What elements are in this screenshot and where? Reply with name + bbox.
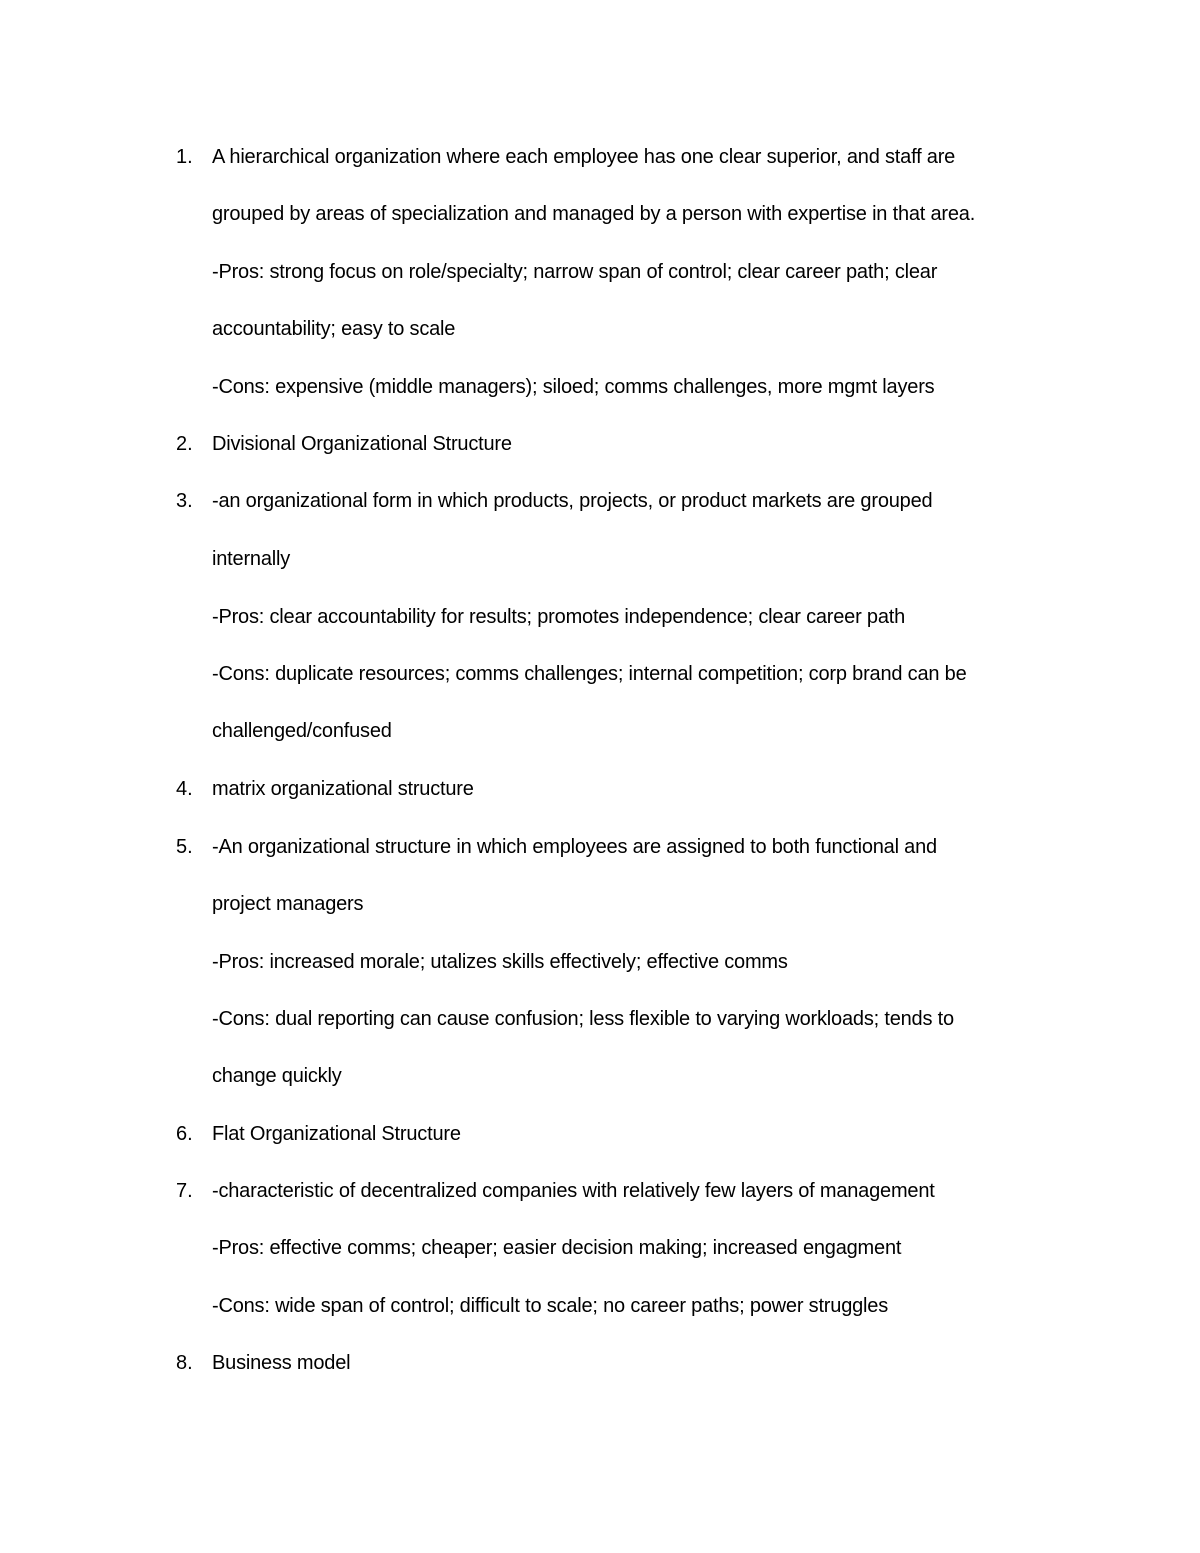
- list-item-text: change quickly: [212, 1065, 342, 1087]
- list-item-text: -characteristic of decentralized companies with relatively few layers of management: [212, 1180, 935, 1202]
- list-item-text: challenged/confused: [212, 720, 392, 742]
- list-number: 3.: [176, 490, 193, 512]
- list-item-text: -Pros: strong focus on role/specialty; narrow span of control; clear career path; clear: [212, 261, 938, 283]
- list-item-text: -Cons: wide span of control; difficult to scale; no career paths; power struggles: [212, 1295, 889, 1317]
- list-item-text: -Pros: increased morale; utalizes skills effectively; effective comms: [212, 951, 788, 973]
- list-item-text: Flat Organizational Structure: [212, 1123, 461, 1145]
- list-item-text: internally: [212, 548, 291, 570]
- list-item-text: project managers: [212, 893, 364, 915]
- list-item-text: matrix organizational structure: [212, 778, 474, 800]
- list-number: 8.: [176, 1352, 193, 1374]
- list-item-text: A hierarchical organization where each employee has one clear superior, and staff are: [212, 146, 956, 168]
- list-item-text: -An organizational structure in which employees are assigned to both functional and: [212, 836, 937, 858]
- list-item-text: -Cons: expensive (middle managers); siloed; comms challenges, more mgmt layers: [212, 376, 935, 398]
- list-item-text: -Pros: clear accountability for results; promotes independence; clear career path: [212, 606, 906, 628]
- list-number: 6.: [176, 1123, 193, 1145]
- list-item-text: -Cons: dual reporting can cause confusion; less flexible to varying workloads; tends to: [212, 1008, 954, 1030]
- list-item-text: -an organizational form in which products, projects, or product markets are grouped: [212, 490, 933, 512]
- list-number: 4.: [176, 778, 193, 800]
- list-number: 2.: [176, 433, 193, 455]
- list-item-text: Divisional Organizational Structure: [212, 433, 512, 455]
- list-number: 1.: [176, 146, 193, 168]
- list-number: 5.: [176, 836, 193, 858]
- list-item-text: Business model: [212, 1352, 351, 1374]
- list-item-text: -Pros: effective comms; cheaper; easier decision making; increased engagment: [212, 1237, 902, 1259]
- list-item-text: accountability; easy to scale: [212, 318, 456, 340]
- list-item-text: grouped by areas of specialization and managed by a person with expertise in that area.: [212, 203, 976, 225]
- list-item-text: -Cons: duplicate resources; comms challenges; internal competition; corp brand can be: [212, 663, 967, 685]
- list-number: 7.: [176, 1180, 193, 1202]
